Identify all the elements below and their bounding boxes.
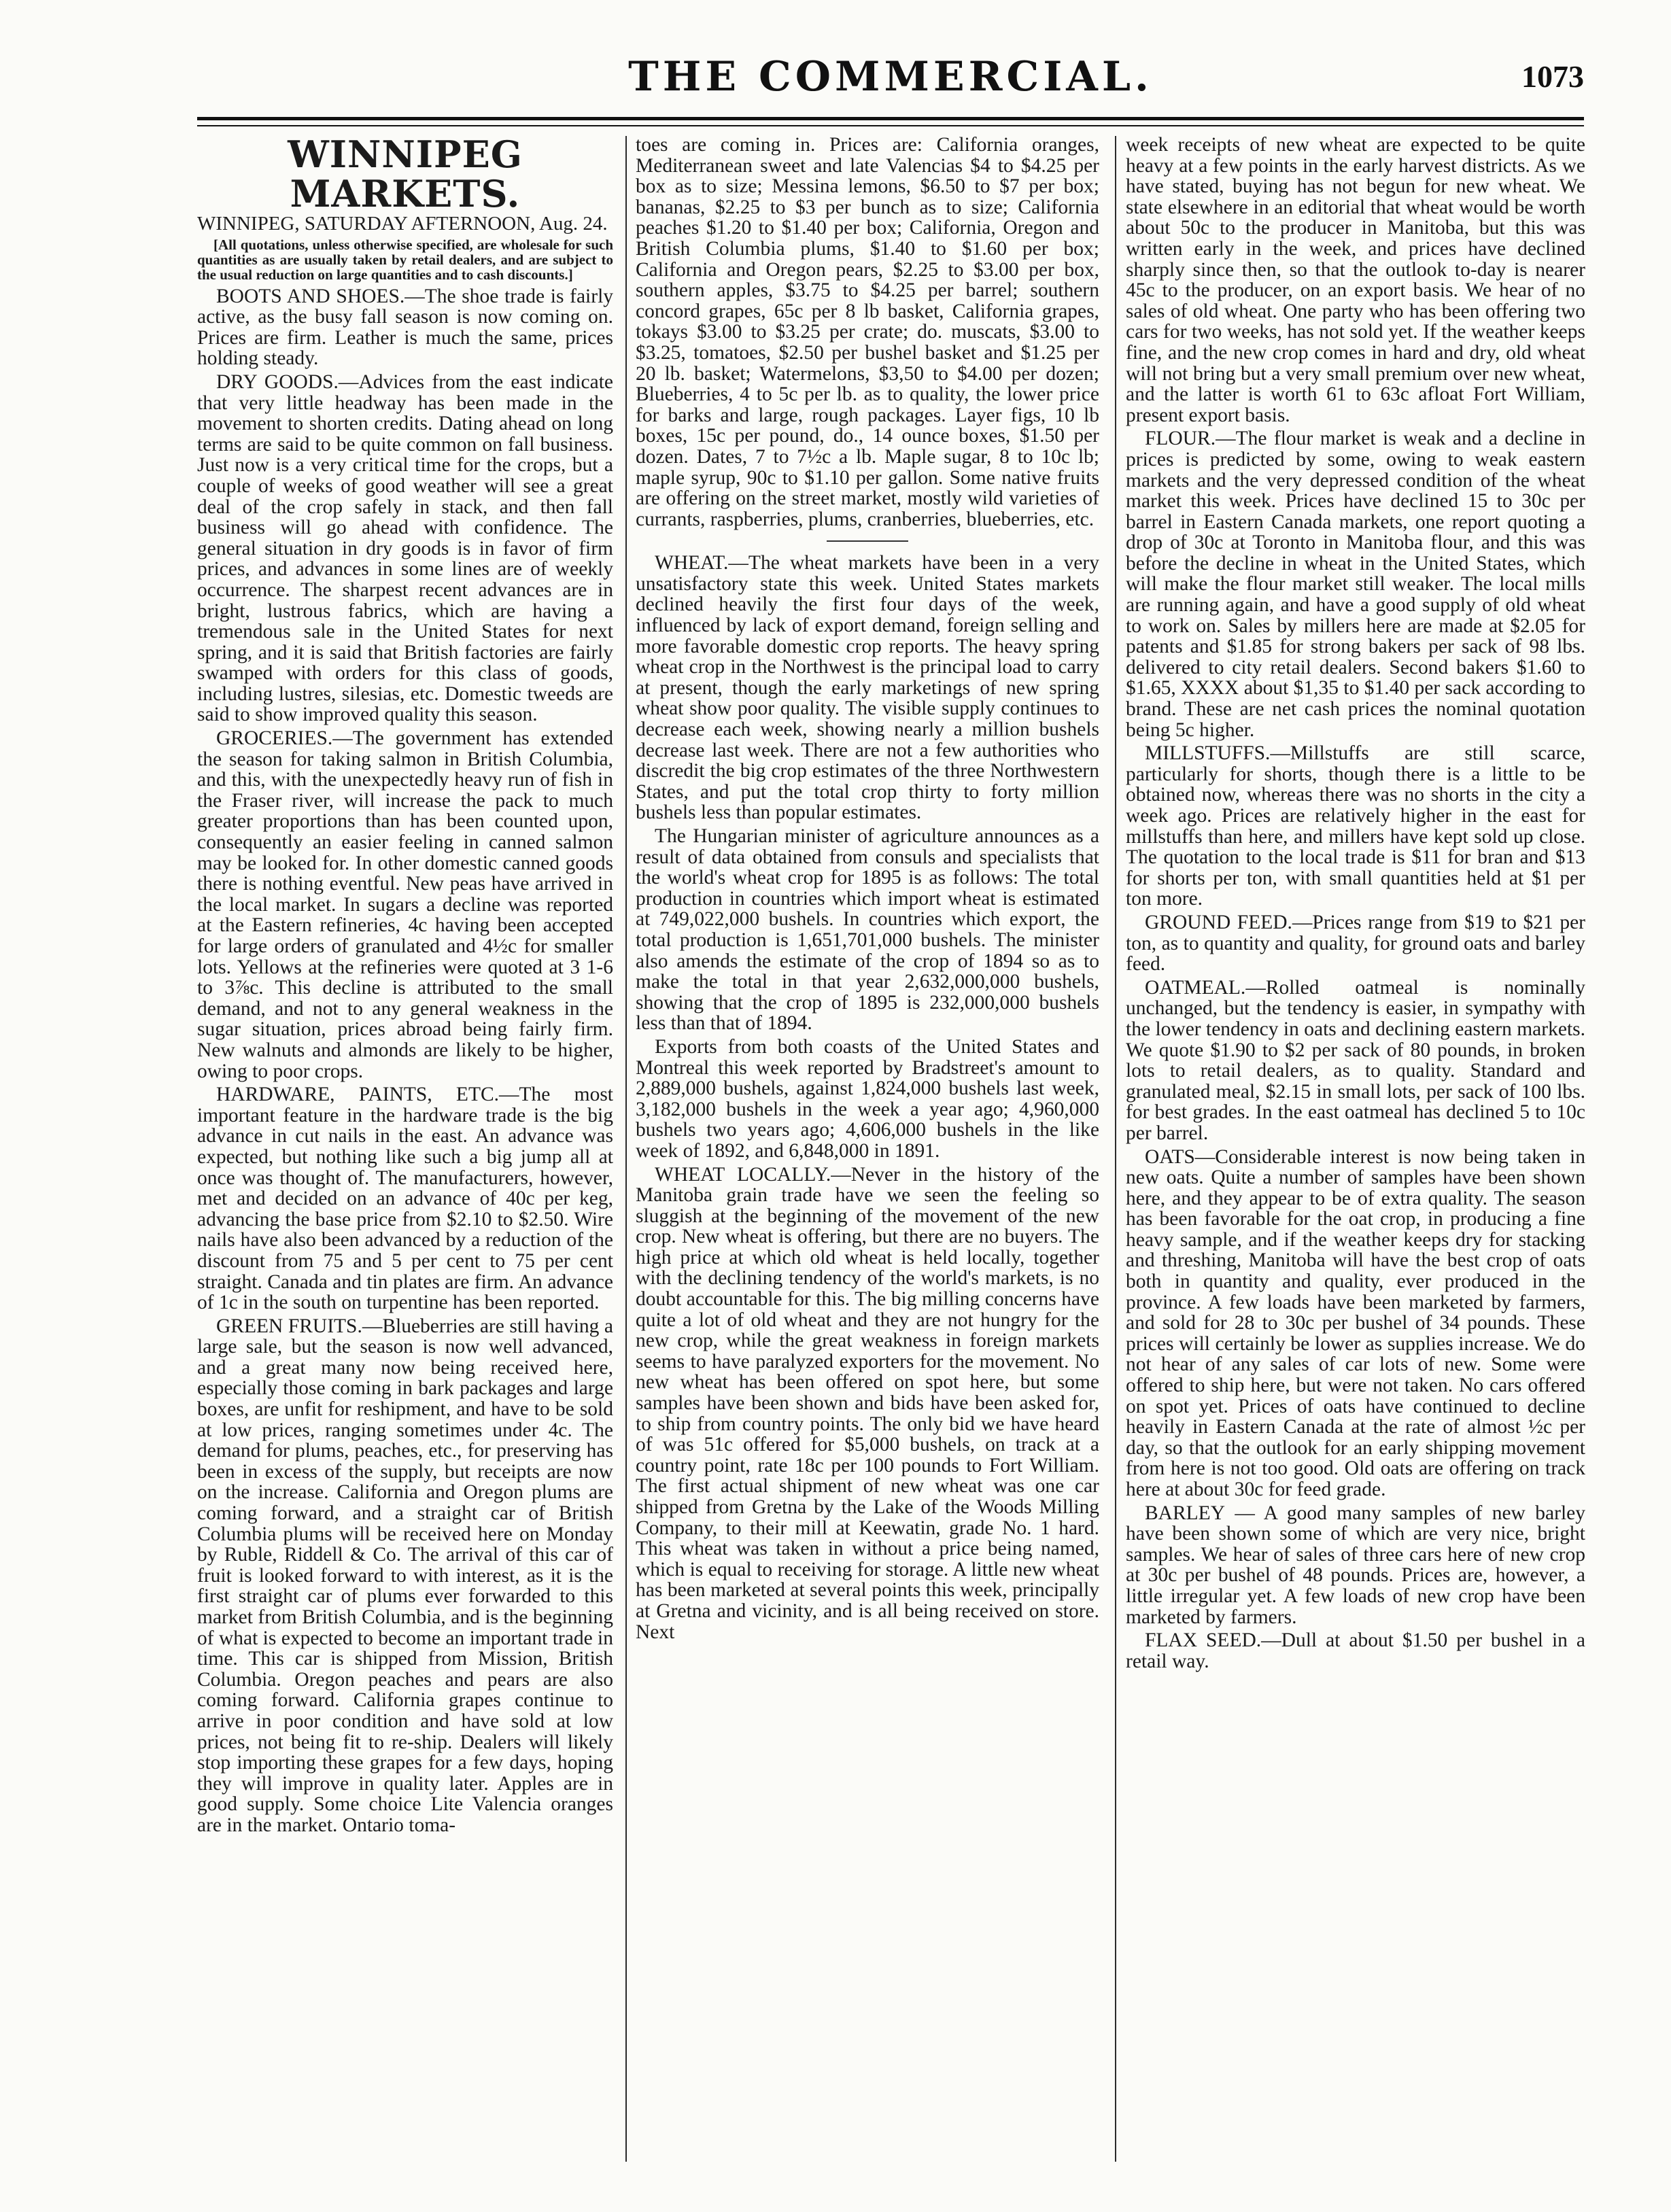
article-text: —The shoe trade is fairly active, as the busy fall season is now coming on. Prices are firm. Leather is much the same, prices holding steady. (197, 285, 613, 370)
article-flour (1126, 428, 1585, 740)
article-head: WHEAT LOCALLY. (655, 1163, 831, 1186)
article-green-fruits-continued: toes are coming in. Prices are: California oranges, Mediterranean sweet and late Valencias $4 to $4.25 per box as to size; Messina lemons, $6.50 to $7 per box; bananas, $2.25 to $3 per bunch as to size; California peaches $1.20 to $1.40 per box; California, Oregon and British Columbia plums, $1.40 to $1.60 per box; California and Oregon pears, $2.25 to $3.00 per box, southern apples, $3.75 to $4.25 per barrel; southern concord grapes, 65c per 8 lb basket, California grapes, tokays $3.00 to $3.25 per crate; do. muscats, $3.00 to $3.25, tomatoes, $2.50 per bushel basket and $1.25 per 20 lb. basket; Watermelons, $3,50 to $4.00 per dozen; Blueberries, 4 to 5c per lb. as to quality, the lower price for barks and large, rough packages. Layer figs, 10 lb boxes, 15c per pound, do., 14 ounce boxes, $1.50 per dozen. Dates, 7 to 7½c a lb. Maple sugar, 8 to 10c lb; maple syrup, 90c to $1.10 per gallon. Some native fruits are offering on the street market, mostly wild varieties of currants, raspberries, plums, cranberries, blueberries, etc. (636, 135, 1099, 530)
article-flax-seed (1126, 1630, 1585, 1672)
article-exports: Exports from both coasts of the United States and Montreal this week reported by Bradstreet's amount to 2,889,000 bushels, against 1,824,000 bushels last week, 3,182,000 bushels in the week a year ago; 4,960,000 bushels two years ago; 4,606,000 bushels in the like week of 1892, and 6,848,000 in 1891. (636, 1035, 1099, 1162)
article-head: MILLSTUFFS. (1145, 742, 1271, 765)
masthead-rule-thin (197, 125, 1584, 126)
article-groceries (197, 728, 613, 1082)
article-text: —Dull at about $1.50 per bushel in a retail way. (1126, 1629, 1585, 1672)
article-head: OATMEAL. (1145, 976, 1246, 999)
article-barley (1126, 1503, 1585, 1628)
article-text: —Never in the history of the Manitoba grain trade have we seen the feeling so sluggish at the beginning of the movement of the new crop. New wheat is offering, but there are no buyers. The high price at which old wheat is held locally, together with the declining tendency of the world's markets, is no doubt accountable for this. The big milling concerns have quite a lot of old wheat and they are not hungry for the new crop, while the great weakness in foreign markets seems to have paralyzed exporters for the movement. No new wheat has been offered on spot here, but some samples have been shown and bids have been asked for, to ship from country points. The only bid we have heard of was 51c offered for $5,000 bushels, on track at a country point, rate 18c per 100 pounds to Fort William. The first actual shipment of new wheat was one car shipped from Gretna by the Lake of the Woods Milling Company, to their mill at Keewatin, grade No. 1 hard. This wheat was taken in without a price being named, which is equal to receiving for storage. A little new wheat has been marketed at several points this week, principally at Gretna and vicinity, and is all being received on store. Next (636, 1163, 1099, 1643)
dateline: WINNIPEG, SATURDAY AFTERNOON, Aug. 24. (197, 213, 608, 235)
article-head: DRY GOODS. (216, 370, 339, 393)
section-heading: WINNIPEG MARKETS. (288, 135, 523, 215)
article-boots-and-shoes (197, 286, 613, 369)
article-oatmeal (1126, 978, 1585, 1144)
article-ground-feed (1126, 912, 1585, 975)
column-divider (625, 136, 627, 2162)
article-head: WHEAT. (655, 552, 729, 574)
column-3 (1126, 135, 1585, 2167)
article-wheat (636, 553, 1099, 823)
masthead (197, 41, 1584, 143)
quotation-note: [All quotations, unless otherwise specified, are wholesale for such quantities as are usually taken by retail dealers, and are subject to the usual reduction on large quantities and to cash discounts.] (197, 236, 613, 283)
article-head: GROCERIES. (216, 727, 333, 750)
article-hungarian-estimate: The Hungarian minister of agriculture announces as a result of data obtained from consuls and specialists that the world's wheat crop for 1895 is as follows: The total production in countries which import wheat is estimated at 749,022,000 bushels. In countries which export, the total production is 1,651,701,000 bushels. The minister also amends the estimate of the crop of 1894 so as to make the total in that year 2,632,000,000 bushels, showing that the crop of 1895 is 232,000,000 bushels less than that of 1894. (636, 825, 1099, 1035)
article-text: —The most important feature in the hardware trade is the big advance in cut nails in the east. An advance was expected, but nothing like such a big jump all at once was thought of. The manufacturers, however, met and decided on an advance of 40c per keg, advancing the base price from $2.10 to $2.50. Wire nails have also been advanced by a reduction of the discount from 75 and 5 per cent to 75 per cent straight. Canada and tin plates are firm. An advance of 1c in the south on turpentine has been reported. (197, 1084, 613, 1314)
article-head: FLAX SEED. (1145, 1629, 1262, 1652)
article-text: —Prices range from $19 to $21 per ton, as to quantity and quality, for ground oats and barley feed. (1126, 911, 1585, 975)
article-dry-goods (197, 372, 613, 725)
article-millstuffs (1126, 743, 1585, 910)
article-text: —Blueberries are still having a large sale, but the season is now well advanced, and a great many now being received here, especially those coming in bark packages and large boxes, are unfit for reshipment, and have to be sold at low prices, ranging sometimes under 4c. The demand for plums, peaches, etc., for preserving has been in excess of the supply, but receipts are now on the increase. California and Oregon plums are coming forward, and a straight car of British Columbia plums will be received here on Monday by Ruble, Riddell & Co. The arrival of this car of fruit is looked forward to with interest, as it is the first straight car of plums ever forwarded to this market from British Columbia, and is the beginning of what is expected to become an important trade in time. This car is shipped from Mission, British Columbia. Oregon peaches and pears are also coming forward. California grapes continue to arrive in poor condition and have sold at low prices, not being fit to re-ship. Dealers will likely stop importing these grapes for a few days, hoping they will improve in quality later. Apples are in good supply. Some choice Lite Valencia oranges are in the market. Ontario toma- (197, 1315, 613, 1836)
article-wheat-locally (636, 1164, 1099, 1643)
article-text: —Rolled oatmeal is nominally unchanged, but the tendency is easier, in sympathy with the lower tendency in oats and declining eastern markets. We quote $1.90 to $2 per sack of 80 pounds, in broken lots to retail dealers, as to quality. Standard and granulated meal, $2.15 in small lots, per sack of 100 lbs. for best grades. In the east oatmeal has declined 5 to 10c per barrel. (1126, 976, 1585, 1144)
article-head: BARLEY (1145, 1502, 1225, 1524)
article-text: —The government has extended the season for taking salmon in British Columbia, and this, with the unexpectedly heavy run of fish in the Fraser river, will increase the pack to much greater proportions than has been counted upon, consequently an easier feeling in canned salmon may be looked for. In other domestic canned goods there is nothing eventful. New peas have arrived in the local market. In sugars a decline was reported at the Eastern refineries, 4c having been accepted for large orders of granulated and 4½c for smaller lots. Yellows at the refineries were quoted at 3 1-6 to 3⅞c. This decline is attributed to the small demand, and not to any general weakness in the sugar situation, prices abroad being fairly firm. New walnuts and almonds are likely to be higher, owing to poor crops. (197, 727, 613, 1082)
article-head: FLOUR. (1145, 428, 1216, 450)
page-number: 1073 (1521, 59, 1584, 94)
article-head: OATS (1145, 1145, 1195, 1168)
column-2 (636, 135, 1099, 2167)
article-text: — A good many samples of new barley have been shown some of which are very nice, bright samples. We hear of sales of three cars here of new crop at 30c per bushel of 48 pounds. Prices are, however, a little irregular yet. A few loads of new crop have been marketed by farmers. (1126, 1502, 1585, 1628)
article-wheat-locally-continued: week receipts of new wheat are expected to be quite heavy at a few points in the early harvest districts. As we have stated, buying has not begun for new wheat. We state elsewhere in an editorial that wheat would be worth about 50c to the producer in Manitoba, but this was written early in the week, and prices have declined sharply since then, so that the outlook to-day is nearer 45c to the producer, on an export basis. We hear of no sales of old wheat. One party who has been offering two cars for two weeks, has not sold yet. If the weather keeps fine, and the new crop comes in hard and dry, old wheat will not bring but a very small premium over new wheat, and the latter is worth 61 to 63c afloat Fort William, present export basis. (1126, 135, 1585, 426)
article-divider (827, 540, 908, 542)
article-text: —Millstuffs are still scarce, particularly for shorts, though there is a little to be obtained now, whereas there was no shorts in the city a week ago. Prices are relatively higher in the east for millstuffs than here, and millers have kept sold up close. The quotation to the local trade is $11 for bran and $13 for shorts per ton, with small quantities held at $1 per ton more. (1126, 742, 1585, 910)
article-oats (1126, 1147, 1585, 1500)
column-1 (197, 135, 613, 2167)
article-head: HARDWARE, PAINTS, ETC. (216, 1084, 500, 1106)
newspaper-title: THE COMMERCIAL. (628, 53, 1153, 101)
article-green-fruits (197, 1316, 613, 1836)
article-head: GREEN FRUITS. (216, 1315, 362, 1337)
column-divider (1115, 136, 1116, 2162)
article-text: —The flour market is weak and a decline in prices is predicted by some, owing to weak eastern markets and the very depressed condition of the wheat market this week. Prices have declined 15 to 30c per barrel in Eastern Canada markets, one report quoting a drop of 30c at Toronto in Manitoba flour, and this was before the decline in wheat in the United States, which will make the flour market still weaker. The local mills are running again, and have a good supply of old wheat to work on. Sales by millers here are made at $2.05 for patents and $1.85 for strong bakers per sack of 98 lbs. delivered to city retail dealers. Second bakers $1.60 to $1.65, XXXX about $1,35 to $1.40 per sack according to brand. These are net cash prices the nominal quotation being 5c higher. (1126, 428, 1585, 741)
article-text: —Advices from the east indicate that very little headway has been made in the movement to shorten credits. Dating ahead on long terms are said to be quite common on fall business. Just now is a very critical time for the crops, but a couple of weeks of good weather will see a great deal of the crop safely in stack, and then fall business will go ahead with confidence. The general situation in dry goods is in favor of firm prices, and advances in some lines are of weekly occurrence. The sharpest recent advances are in bright, lustrous fabrics, which are having a tremendous sale in the United States for next spring, and it is said that British factories are fairly swamped with orders for this class of goods, including lustres, silesias, etc. Domestic tweeds are said to show improved quality this season. (197, 370, 613, 726)
article-head: GROUND FEED. (1145, 911, 1292, 933)
article-text: —The wheat markets have been in a very unsatisfactory state this week. United States markets declined heavily the first four days of the week, influenced by lack of export demand, foreign selling and more favorable domestic crop reports. The heavy spring wheat crop in the Northwest is the principal load to carry at present, though the early marketings of new spring wheat show poor quality. The visible supply continues to decrease each week, showing nearly a million bushels decrease last week. There are not a few authorities who discredit the big crop estimates of the three Northwestern States, and put the total crop thirty to forty million bushels less than popular estimates. (636, 552, 1099, 824)
article-hardware (197, 1084, 613, 1313)
article-text: —Considerable interest is now being taken in new oats. Quite a number of samples have been shown here, and they appear to be of extra quality. The season has been favorable for the oat crop, in producing a fine heavy sample, and if the weather keeps dry for stacking and threshing, Manitoba will have the best crop of oats both in quantity and quality, ever produced in the province. A few loads have been marketed by farmers, and sold for 28 to 30c per bushel of 34 pounds. These prices will certainly be lower as supplies increase. We do not hear of any sales of car lots of new. Some were offered to ship here, but were not taken. No cars offered on spot yet. Prices of oats have continued to decline heavily in Eastern Canada at the rate of almost ½c per day, so that the outlook for an early shipping movement from here is not too good. Old oats are offering on track here at about 30c for feed grade. (1126, 1145, 1585, 1500)
masthead-rule-thick (197, 117, 1584, 120)
article-head: BOOTS AND SHOES. (216, 285, 405, 307)
